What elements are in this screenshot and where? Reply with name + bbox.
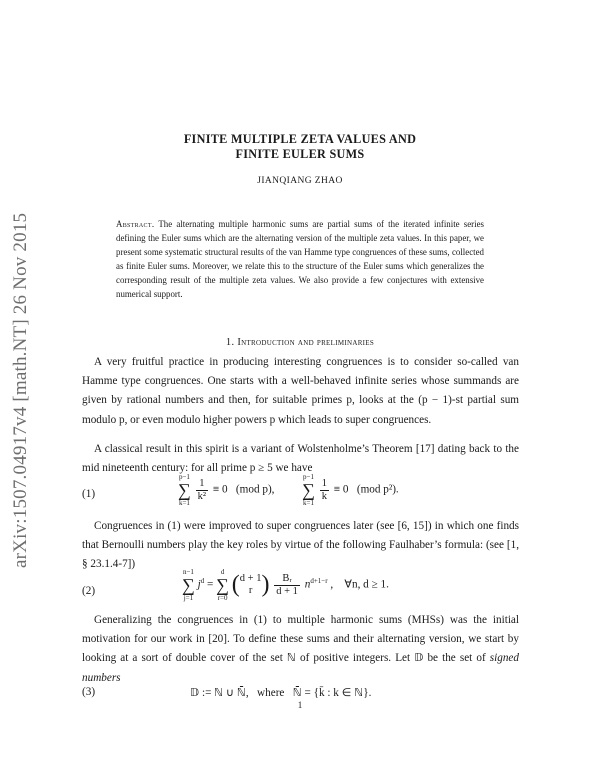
- sum-upper-limit: n−1: [182, 568, 194, 576]
- sum-lower-limit: k=1: [178, 499, 190, 507]
- abstract-text: The alternating multiple harmonic sums are partial sums of the iterated infinite series defining the Euler sums which are the alternating version of the multiple zeta values. In this paper, we present some systematic structural results of the van Hamme type congruences of these sums, collected as finite Euler sums. Moreover, we relate this to the structure of the Euler sums which generalizes the corresponding result of the multiple zeta values. We also provide a few conjectures with extensive numerical support.: [116, 219, 484, 300]
- fraction-denominator: k²: [197, 490, 207, 502]
- congruence-mod: ≡ 0 (mod p),: [212, 483, 275, 496]
- summand-exponent: d: [200, 576, 205, 585]
- title-line-2: FINITE EULER SUMS: [235, 147, 365, 161]
- equation-3: 𝔻 := ℕ ∪ ℕ̄, where ℕ̄ = {k̄ : k ∈ ℕ}.: [190, 687, 372, 699]
- paper-title: [0, 132, 600, 162]
- fraction-numerator: 1: [196, 478, 208, 491]
- summand: j: [197, 578, 201, 591]
- abstract-heading: Abstract.: [116, 219, 155, 229]
- fraction-numerator: Bᵣ: [274, 573, 300, 586]
- fraction-denominator: d + 1: [276, 585, 298, 597]
- power-base: n: [304, 578, 311, 591]
- title-line-1: FINITE MULTIPLE ZETA VALUES AND: [183, 132, 417, 146]
- paragraph-text: Generalizing the congruences in (1) to multiple harmonic sums (MHSs) was the initial motivation for our work in [20]. To define these sums and their alternating version, we start by looking at a sort of double cover of the set ℕ of positive integers. Let 𝔻 be the set of: [82, 614, 519, 665]
- fraction: [196, 478, 208, 503]
- binomial-coefficient: [240, 573, 262, 597]
- power-exponent: d+1−r: [310, 576, 328, 585]
- sum-lower-limit: j=1: [183, 594, 194, 602]
- sum-lower-limit: k=1: [303, 499, 314, 507]
- binomial-top: d + 1: [239, 573, 262, 584]
- congruence-mod: ≡ 0 (mod p²).: [333, 483, 399, 496]
- fraction: [274, 573, 300, 598]
- sum-lower-limit: r=0: [217, 594, 228, 602]
- abstract: [116, 217, 484, 302]
- quantifier: , ∀n, d ≥ 1.: [330, 578, 389, 591]
- sum-upper-limit: d: [220, 568, 225, 576]
- sum-upper-limit: p−1: [303, 473, 314, 481]
- author-name: JIANQIANG ZHAO: [257, 176, 343, 186]
- sum-operator: d ∑ r=0: [216, 568, 229, 602]
- equation-2: n−1 ∑ j=1 $j^d$ = d ∑ r=0 ( d + 1 r ) $\frac{\text{Bᵣ}}{d + 1}$ $n^{d+1-r}$ , ∀n, d ≥ 1.: [182, 568, 389, 602]
- equation-1-label: (1): [82, 488, 96, 500]
- emphasis-text: signed numbers: [82, 652, 519, 684]
- paragraph-text: A classical result in this spirit is a variant of Wolstenholme’s Theorem [17] dating back to the mid nineteenth century: for all prime p ≥ 5 we have: [82, 443, 519, 475]
- page-number: 1: [297, 700, 303, 710]
- sum-upper-limit: p−1: [178, 473, 190, 481]
- binomial-bottom: r: [248, 585, 253, 596]
- paragraph-mhs: [82, 611, 519, 688]
- paragraph-text: Congruences in (1) were improved to super congruences later (see [6, 15]) in which one finds that Bernoulli numbers play the key roles by virtue of the following Faulhaber’s formula: (see [1, § 23.1.4-7]): [82, 520, 519, 571]
- section-heading: 1. Introduction and preliminaries: [225, 337, 375, 348]
- paragraph-faulhaber: [82, 517, 519, 575]
- paragraph-text: A very fruitful practice in producing interesting congruences is to consider so-called van Hamme type congruences. One starts with a well-behaved infinite series whose summands are given by rational numbers and then, for suitable primes p, looks at the (p − 1)-st partial sum modulo p, or even modulo higher powers p which leads to super congruences.: [82, 356, 519, 426]
- fraction-numerator: 1: [321, 477, 327, 489]
- equation-3-label: (3): [82, 686, 96, 698]
- equation-1: [178, 473, 399, 507]
- sum-operator: p−1 ∑ k=1: [302, 473, 315, 507]
- equation-2-label: (2): [82, 585, 96, 597]
- paragraph-intro: [82, 353, 519, 430]
- sum-operator: p−1 ∑ k=1: [178, 473, 191, 507]
- arxiv-identifier[interactable]: arXiv:1507.04917v4 [math.NT] 26 Nov 2015: [10, 212, 31, 568]
- fraction-denominator: k: [321, 490, 327, 502]
- sum-operator: n−1 ∑ j=1: [182, 568, 195, 602]
- fraction: [320, 478, 329, 503]
